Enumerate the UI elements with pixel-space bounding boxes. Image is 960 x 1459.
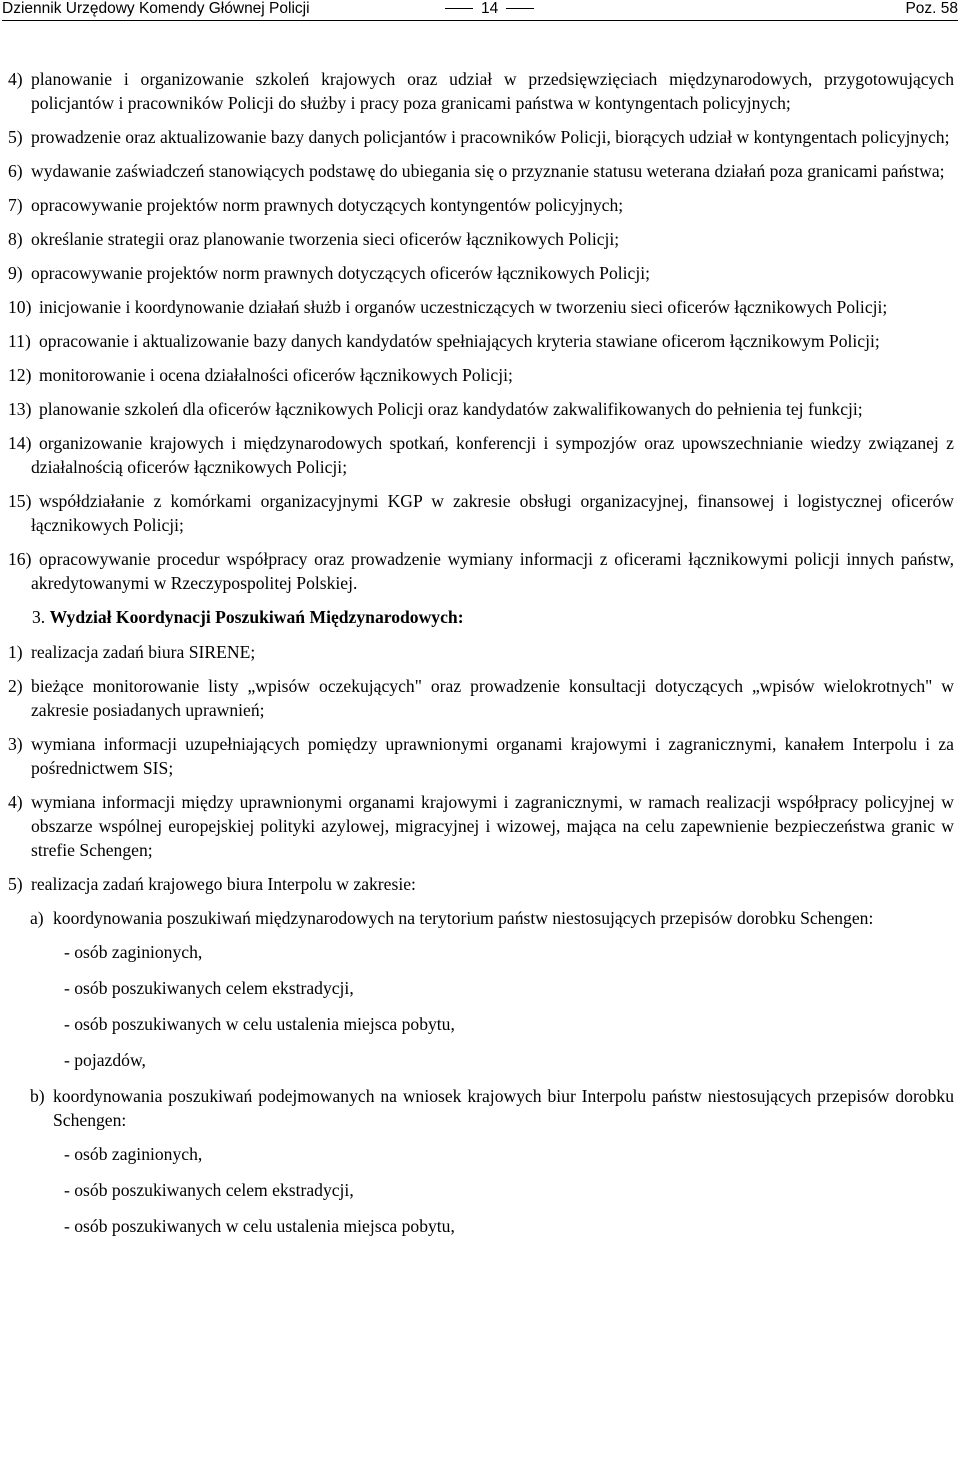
list-item: 8) określanie strategii oraz planowanie tworzenia sieci oficerów łącznikowych Policji; bbox=[8, 229, 620, 249]
section-title: Wydział Koordynacji Poszukiwań Międzynarodowych: bbox=[49, 607, 464, 627]
dash-item: - osób zaginionych, bbox=[64, 942, 203, 962]
list-item: 12) monitorowanie i ocena działalności oficerów łącznikowych Policji; bbox=[8, 365, 513, 385]
page-number: 14 bbox=[437, 0, 542, 19]
page-header bbox=[0, 0, 960, 22]
dash-item: - osób poszukiwanych celem ekstradycji, bbox=[64, 1180, 354, 1200]
list-item: 4) planowanie i organizowanie szkoleń krajowych oraz udział w przedsięwzięciach międzynarodowych, przygotowujących policjantów i pracowników Policji do służby i pracy poza granicami państwa w kontyngentach policyjnych; bbox=[8, 69, 954, 113]
list-item: 4) wymiana informacji między uprawnionymi organami krajowymi i zagranicznymi, w ramach realizacji współpracy policyjnej w obszarze wspólnej europejskiej polityki azylowej, migracyjnej i wizowej, mająca na celu zapewnienie bezpieczeństwa granic w strefie Schengen; bbox=[8, 792, 954, 860]
list-item: 16) opracowywanie procedur współpracy oraz prowadzenie wymiany informacji z oficerami łącznikowymi policji innych państw, akredytowanymi w Rzeczypospolitej Polskiej. bbox=[8, 549, 954, 593]
list-item: 10) inicjowanie i koordynowanie działań służb i organów uczestniczących w tworzeniu sieci oficerów łącznikowych Policji; bbox=[8, 297, 888, 317]
list-item: 6) wydawanie zaświadczeń stanowiących podstawę do ubiegania się o przyznanie statusu weterana działań poza granicami państwa; bbox=[8, 161, 945, 181]
position-number: Poz. 58 bbox=[905, 0, 958, 17]
list-item: 11) opracowanie i aktualizowanie bazy danych kandydatów spełniających kryteria stawiane oficerom łącznikowym Policji; bbox=[8, 331, 880, 351]
list-item: 5) prowadzenie oraz aktualizowanie bazy danych policjantów i pracowników Policji, biorących udział w kontyngentach policyjnych; bbox=[8, 127, 950, 147]
list-item: 3) wymiana informacji uzupełniających pomiędzy uprawnionymi organami krajowymi i zagranicznymi, kanałem Interpolu i za pośrednictwem SIS; bbox=[8, 734, 954, 778]
list-item: 5) realizacja zadań krajowego biura Interpolu w zakresie: bbox=[8, 874, 416, 894]
dash-item: - pojazdów, bbox=[64, 1050, 146, 1070]
list-item: 9) opracowywanie projektów norm prawnych dotyczących oficerów łącznikowych Policji; bbox=[8, 263, 650, 283]
list-item: 7) opracowywanie projektów norm prawnych dotyczących kontyngentów policyjnych; bbox=[8, 195, 624, 215]
sub-item-a: a) koordynowania poszukiwań międzynarodowych na terytorium państw niestosujących przepisów dorobku Schengen: bbox=[30, 908, 874, 928]
section-heading: 3. Wydział Koordynacji Poszukiwań Międzynarodowych: bbox=[32, 607, 464, 627]
header-rule bbox=[2, 20, 958, 21]
journal-title: Dziennik Urzędowy Komendy Głównej Policji bbox=[2, 0, 310, 17]
dash-item: - osób poszukiwanych celem ekstradycji, bbox=[64, 978, 354, 998]
list-item: 13) planowanie szkoleń dla oficerów łącznikowych Policji oraz kandydatów zakwalifikowanych do pełnienia tej funkcji; bbox=[8, 399, 863, 419]
list-item: 1) realizacja zadań biura SIRENE; bbox=[8, 642, 256, 662]
list-item: 14) organizowanie krajowych i międzynarodowych spotkań, konferencji i sympozjów oraz upowszechnianie wiedzy związanej z działalnością oficerów łącznikowych Policji; bbox=[8, 433, 954, 477]
dash-item: - osób poszukiwanych w celu ustalenia miejsca pobytu, bbox=[64, 1216, 455, 1236]
dash-item: - osób zaginionych, bbox=[64, 1144, 203, 1164]
dash-item: - osób poszukiwanych w celu ustalenia miejsca pobytu, bbox=[64, 1014, 455, 1034]
sub-item-b: b) koordynowania poszukiwań podejmowanych na wniosek krajowych biur Interpolu państw niestosujących przepisów dorobku Schengen: bbox=[30, 1086, 954, 1130]
list-item: 15) współdziałanie z komórkami organizacyjnymi KGP w zakresie obsługi organizacyjnej, finansowej i logistycznej oficerów łącznikowych Policji; bbox=[8, 491, 954, 535]
list-item: 2) bieżące monitorowanie listy „wpisów oczekujących" oraz prowadzenie konsultacji dotyczących „wpisów wielokrotnych" w zakresie posiadanych uprawnień; bbox=[8, 676, 954, 720]
document-body bbox=[8, 67, 954, 1250]
